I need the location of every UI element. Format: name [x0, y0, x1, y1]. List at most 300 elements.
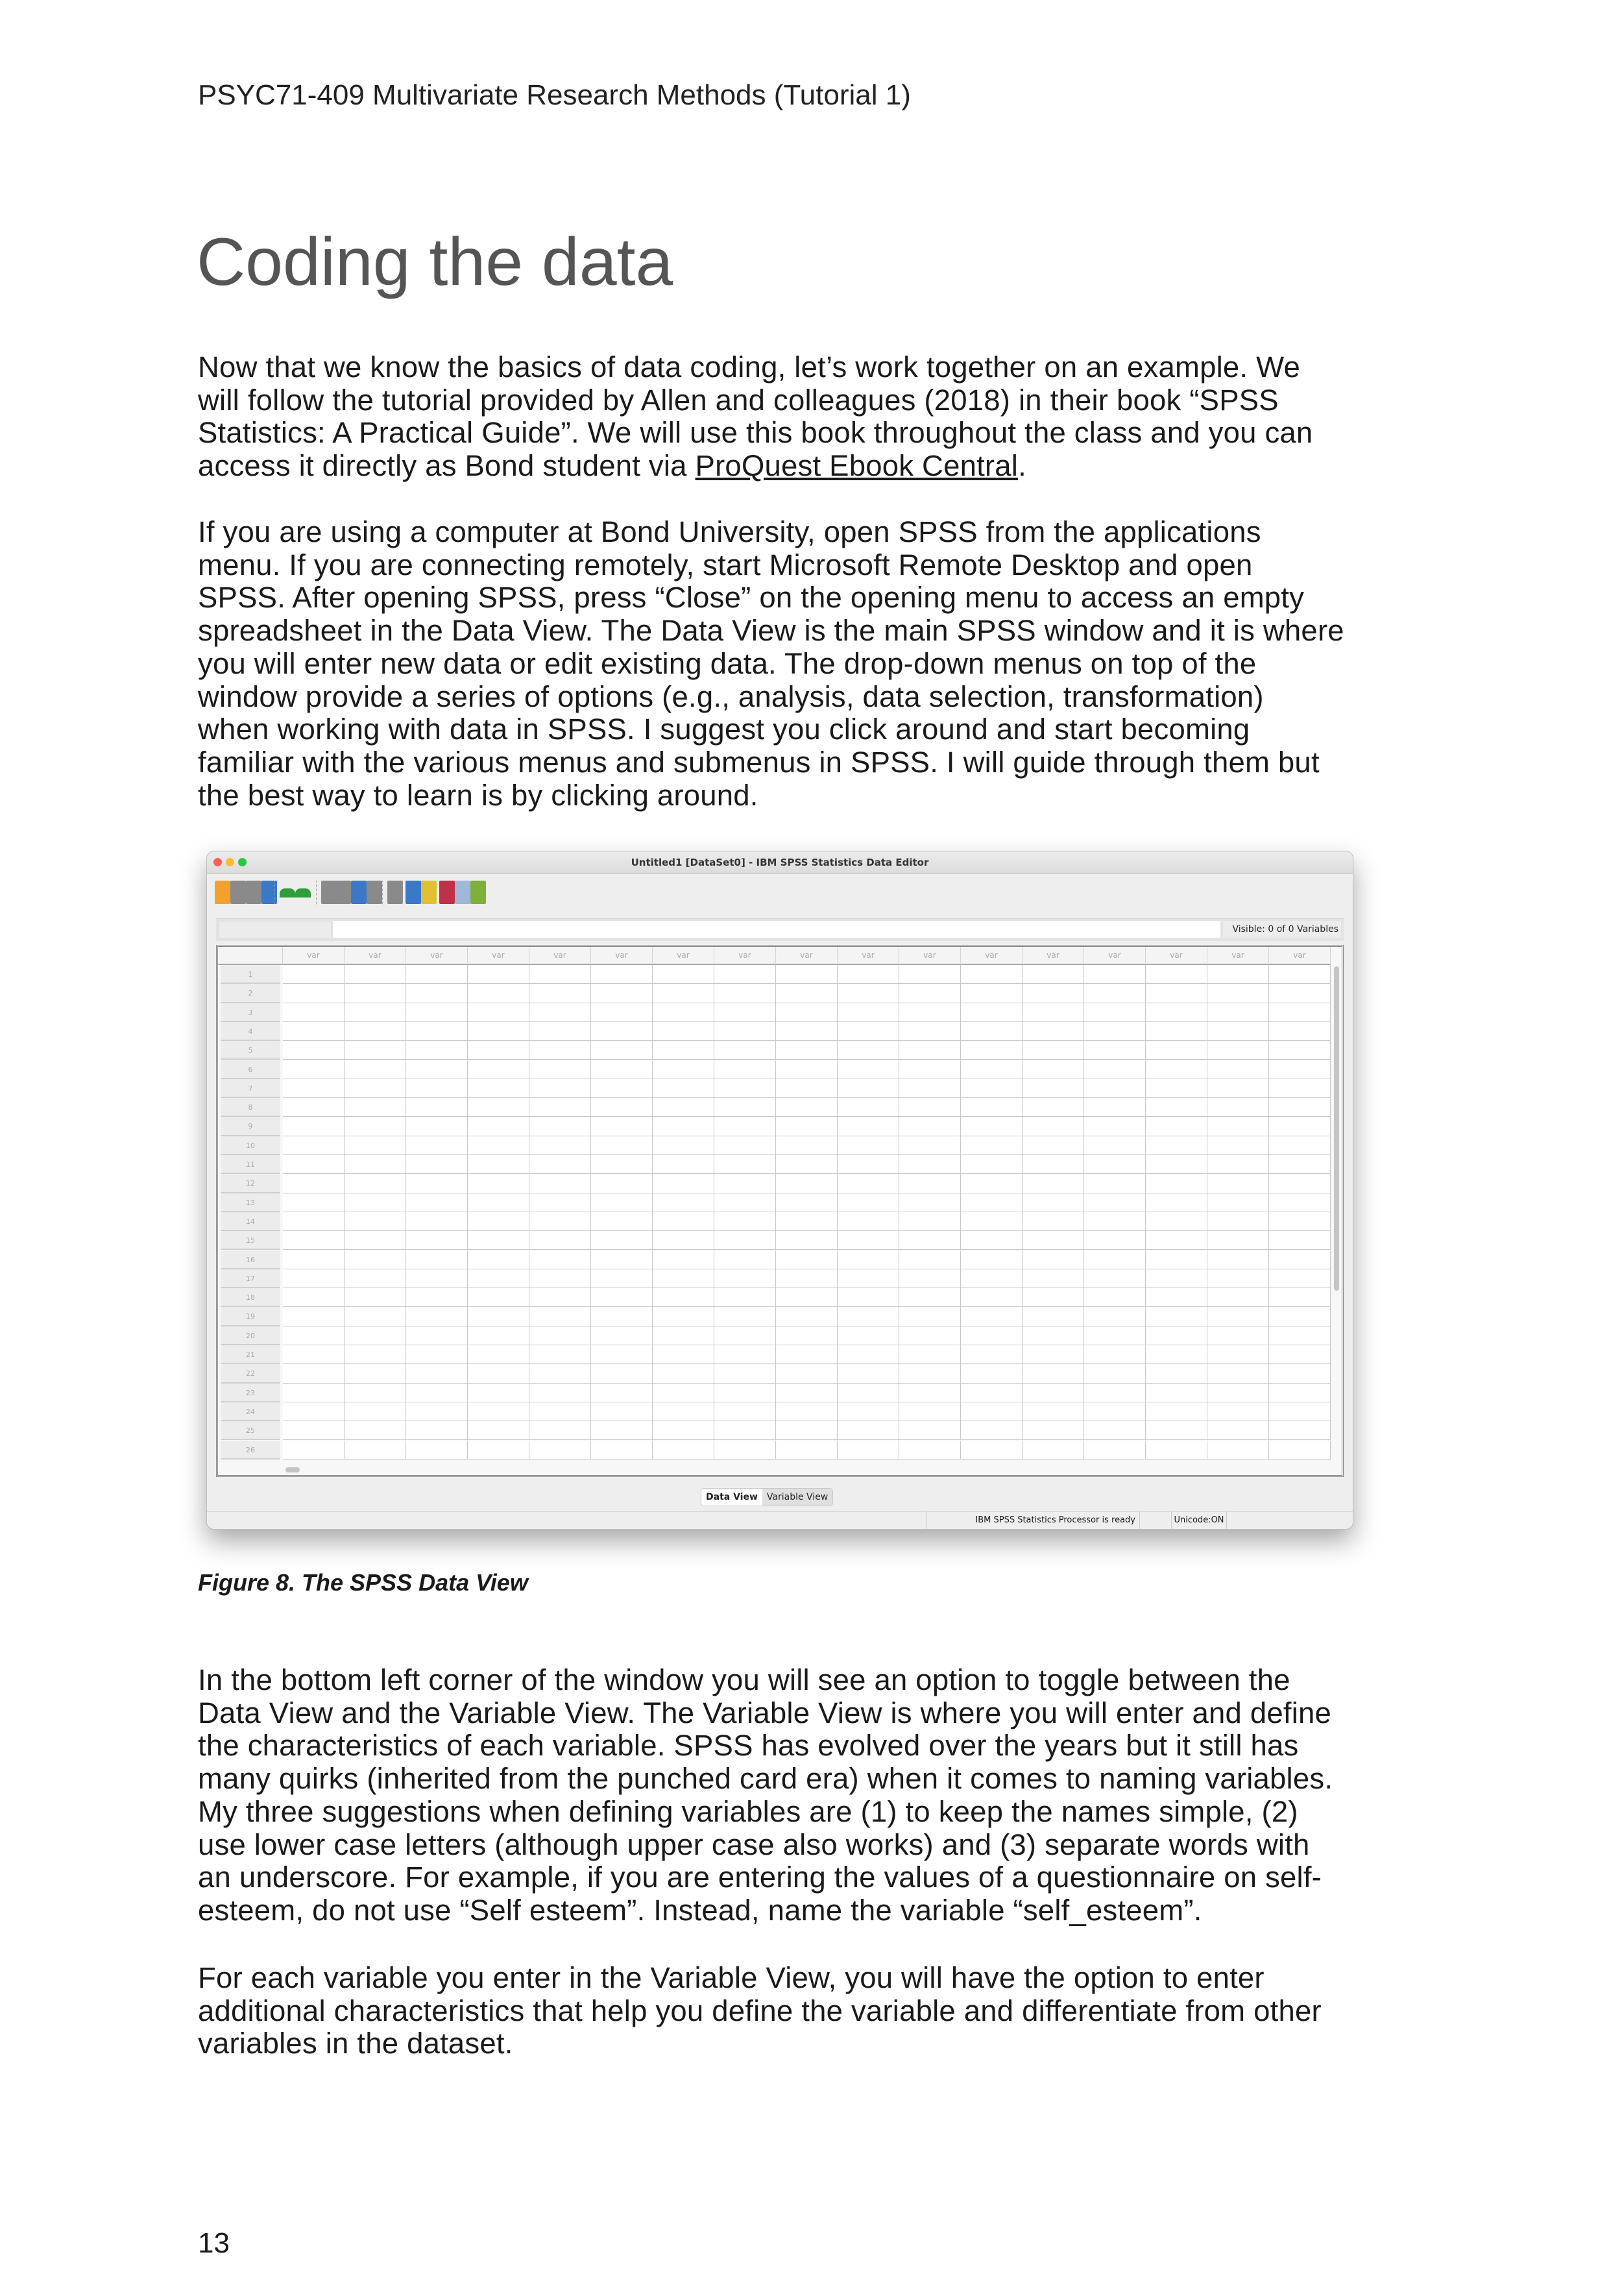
data-cell[interactable] — [1146, 1079, 1207, 1098]
data-cell[interactable] — [345, 1136, 406, 1155]
data-cell[interactable] — [1207, 1098, 1269, 1117]
data-cell[interactable] — [1023, 1441, 1084, 1459]
cell-value-input[interactable] — [333, 921, 1220, 938]
data-cell[interactable] — [345, 1345, 406, 1364]
data-cell[interactable] — [899, 1251, 961, 1269]
data-cell[interactable] — [1146, 1136, 1207, 1155]
data-cell[interactable] — [653, 1060, 714, 1079]
data-cell[interactable] — [961, 1307, 1023, 1326]
data-cell[interactable] — [283, 1041, 345, 1060]
data-cell[interactable] — [1146, 1231, 1207, 1250]
data-cell[interactable] — [283, 1003, 345, 1022]
data-cell[interactable] — [1146, 1402, 1207, 1421]
data-cell[interactable] — [653, 1402, 714, 1421]
data-cell[interactable] — [653, 1421, 714, 1440]
data-cell[interactable] — [1207, 1060, 1269, 1079]
data-cell[interactable] — [468, 1193, 529, 1212]
data-cell[interactable] — [468, 1345, 529, 1364]
data-cell[interactable] — [1023, 984, 1084, 1003]
data-cell[interactable] — [468, 1269, 529, 1288]
data-cell[interactable] — [1084, 1326, 1146, 1345]
row-header[interactable]: 4 — [221, 1022, 280, 1041]
data-cell[interactable] — [776, 1155, 838, 1174]
data-cell[interactable] — [838, 1402, 899, 1421]
data-cell[interactable] — [468, 965, 529, 984]
data-cell[interactable] — [714, 1307, 776, 1326]
data-cell[interactable] — [468, 1212, 529, 1231]
column-header[interactable]: var — [591, 947, 653, 965]
data-cell[interactable] — [838, 1288, 899, 1307]
data-cell[interactable] — [529, 1345, 591, 1364]
data-cell[interactable] — [1207, 1022, 1269, 1041]
data-cell[interactable] — [1023, 1060, 1084, 1079]
data-cell[interactable] — [1023, 1174, 1084, 1193]
redo-icon[interactable] — [295, 888, 311, 898]
data-cell[interactable] — [1207, 1441, 1269, 1459]
data-cell[interactable] — [1084, 1022, 1146, 1041]
data-cell[interactable] — [653, 1079, 714, 1098]
data-cell[interactable] — [591, 1288, 653, 1307]
data-cell[interactable] — [406, 1212, 468, 1231]
data-cell[interactable] — [1207, 1003, 1269, 1022]
data-cell[interactable] — [838, 1269, 899, 1288]
data-cell[interactable] — [1207, 1251, 1269, 1269]
data-cell[interactable] — [714, 1421, 776, 1440]
data-cell[interactable] — [1023, 1364, 1084, 1383]
data-cell[interactable] — [838, 1117, 899, 1136]
data-cell[interactable] — [653, 1441, 714, 1459]
data-cell[interactable] — [345, 1364, 406, 1383]
data-cell[interactable] — [899, 1136, 961, 1155]
data-cell[interactable] — [653, 1098, 714, 1117]
data-cell[interactable] — [283, 1231, 345, 1250]
data-cell[interactable] — [345, 1060, 406, 1079]
data-cell[interactable] — [283, 1384, 345, 1402]
data-cell[interactable] — [714, 1174, 776, 1193]
data-cell[interactable] — [1023, 1155, 1084, 1174]
data-cell[interactable] — [1084, 1307, 1146, 1326]
row-header[interactable]: 1 — [221, 965, 280, 984]
data-cell[interactable] — [591, 1022, 653, 1041]
data-cell[interactable] — [529, 1251, 591, 1269]
data-cell[interactable] — [529, 1402, 591, 1421]
data-cell[interactable] — [961, 1251, 1023, 1269]
data-cell[interactable] — [591, 1155, 653, 1174]
data-cell[interactable] — [776, 1193, 838, 1212]
data-cell[interactable] — [961, 1079, 1023, 1098]
row-header[interactable]: 20 — [221, 1326, 280, 1345]
data-cell[interactable] — [899, 1402, 961, 1421]
data-cell[interactable] — [961, 1345, 1023, 1364]
data-cell[interactable] — [838, 1155, 899, 1174]
data-cell[interactable] — [1084, 1345, 1146, 1364]
data-cell[interactable] — [714, 984, 776, 1003]
data-cell[interactable] — [1023, 1079, 1084, 1098]
data-cell[interactable] — [1269, 1022, 1331, 1041]
data-cell[interactable] — [714, 1060, 776, 1079]
data-cell[interactable] — [591, 1136, 653, 1155]
data-cell[interactable] — [1084, 1288, 1146, 1307]
data-cell[interactable] — [1207, 1155, 1269, 1174]
data-cell[interactable] — [345, 1384, 406, 1402]
data-cell[interactable] — [1023, 1022, 1084, 1041]
data-cell[interactable] — [714, 1136, 776, 1155]
data-cell[interactable] — [653, 1345, 714, 1364]
data-cell[interactable] — [591, 1003, 653, 1022]
data-cell[interactable] — [529, 1079, 591, 1098]
data-cell[interactable] — [406, 1288, 468, 1307]
data-cell[interactable] — [1269, 1193, 1331, 1212]
data-cell[interactable] — [1023, 1003, 1084, 1022]
data-cell[interactable] — [345, 1441, 406, 1459]
data-cell[interactable] — [345, 1003, 406, 1022]
data-cell[interactable] — [1269, 1003, 1331, 1022]
data-cell[interactable] — [899, 1003, 961, 1022]
data-cell[interactable] — [1269, 1307, 1331, 1326]
data-cell[interactable] — [1207, 1117, 1269, 1136]
data-cell[interactable] — [838, 1364, 899, 1383]
data-cell[interactable] — [1023, 1098, 1084, 1117]
data-cell[interactable] — [838, 965, 899, 984]
data-cell[interactable] — [899, 1174, 961, 1193]
goto-variable-icon[interactable] — [335, 881, 351, 904]
data-cell[interactable] — [591, 1079, 653, 1098]
data-cell[interactable] — [838, 1079, 899, 1098]
row-header[interactable]: 5 — [221, 1041, 280, 1060]
data-cell[interactable] — [714, 1117, 776, 1136]
row-header[interactable]: 13 — [221, 1193, 280, 1212]
data-cell[interactable] — [899, 1193, 961, 1212]
data-cell[interactable] — [1146, 1117, 1207, 1136]
data-cell[interactable] — [1146, 1251, 1207, 1269]
row-header[interactable]: 12 — [221, 1174, 280, 1193]
data-cell[interactable] — [1207, 1136, 1269, 1155]
data-cell[interactable] — [1084, 1193, 1146, 1212]
data-cell[interactable] — [468, 1307, 529, 1326]
data-cell[interactable] — [714, 1231, 776, 1250]
data-cell[interactable] — [961, 965, 1023, 984]
data-cell[interactable] — [899, 1384, 961, 1402]
data-cell[interactable] — [1146, 1022, 1207, 1041]
data-cell[interactable] — [1146, 965, 1207, 984]
data-cell[interactable] — [653, 1022, 714, 1041]
data-cell[interactable] — [776, 1384, 838, 1402]
data-cell[interactable] — [529, 1307, 591, 1326]
data-cell[interactable] — [1269, 984, 1331, 1003]
data-cell[interactable] — [653, 1003, 714, 1022]
data-cell[interactable] — [714, 965, 776, 984]
data-cell[interactable] — [1269, 1212, 1331, 1231]
data-cell[interactable] — [653, 1326, 714, 1345]
data-cell[interactable] — [899, 1364, 961, 1383]
data-cell[interactable] — [406, 1003, 468, 1022]
data-cell[interactable] — [1023, 1288, 1084, 1307]
insert-variable-icon[interactable] — [421, 881, 437, 904]
data-cell[interactable] — [1269, 1364, 1331, 1383]
data-cell[interactable] — [283, 1364, 345, 1383]
data-cell[interactable] — [468, 1041, 529, 1060]
data-cell[interactable] — [1146, 1441, 1207, 1459]
data-cell[interactable] — [529, 1155, 591, 1174]
data-cell[interactable] — [345, 984, 406, 1003]
data-cell[interactable] — [899, 965, 961, 984]
data-cell[interactable] — [899, 1117, 961, 1136]
data-cell[interactable] — [714, 1098, 776, 1117]
data-cell[interactable] — [776, 1231, 838, 1250]
data-cell[interactable] — [776, 1098, 838, 1117]
data-cell[interactable] — [1023, 1136, 1084, 1155]
data-cell[interactable] — [529, 1136, 591, 1155]
data-cell[interactable] — [776, 1307, 838, 1326]
variables-icon[interactable] — [351, 881, 367, 904]
row-header[interactable]: 24 — [221, 1402, 280, 1421]
data-cell[interactable] — [1023, 1421, 1084, 1440]
data-cell[interactable] — [529, 1421, 591, 1440]
value-labels-icon[interactable] — [439, 881, 455, 904]
data-cell[interactable] — [1023, 1231, 1084, 1250]
data-cell[interactable] — [345, 1193, 406, 1212]
data-cell[interactable] — [961, 1384, 1023, 1402]
column-header[interactable]: var — [776, 947, 838, 965]
data-cell[interactable] — [468, 1288, 529, 1307]
data-cell[interactable] — [529, 1364, 591, 1383]
data-cell[interactable] — [776, 1003, 838, 1022]
data-cell[interactable] — [961, 1364, 1023, 1383]
data-cell[interactable] — [653, 1136, 714, 1155]
data-cell[interactable] — [899, 1231, 961, 1250]
data-cell[interactable] — [1023, 1326, 1084, 1345]
data-cell[interactable] — [899, 1022, 961, 1041]
data-cell[interactable] — [961, 1022, 1023, 1041]
data-cell[interactable] — [406, 1060, 468, 1079]
data-cell[interactable] — [1207, 1231, 1269, 1250]
data-cell[interactable] — [1269, 1345, 1331, 1364]
data-cell[interactable] — [1269, 1174, 1331, 1193]
data-cell[interactable] — [1023, 1117, 1084, 1136]
data-cell[interactable] — [406, 1251, 468, 1269]
data-cell[interactable] — [591, 1117, 653, 1136]
data-cell[interactable] — [468, 1326, 529, 1345]
data-cell[interactable] — [283, 1345, 345, 1364]
data-cell[interactable] — [776, 1079, 838, 1098]
data-cell[interactable] — [653, 1251, 714, 1269]
data-cell[interactable] — [1207, 1421, 1269, 1440]
data-cell[interactable] — [776, 965, 838, 984]
data-cell[interactable] — [838, 1193, 899, 1212]
data-cell[interactable] — [714, 1288, 776, 1307]
data-cell[interactable] — [776, 1269, 838, 1288]
data-cell[interactable] — [591, 1269, 653, 1288]
data-cell[interactable] — [1207, 1345, 1269, 1364]
row-header[interactable]: 18 — [221, 1288, 280, 1307]
data-cell[interactable] — [591, 984, 653, 1003]
data-cell[interactable] — [1269, 1060, 1331, 1079]
data-cell[interactable] — [961, 1098, 1023, 1117]
data-cell[interactable] — [1146, 1155, 1207, 1174]
data-cell[interactable] — [283, 1269, 345, 1288]
data-cell[interactable] — [653, 965, 714, 984]
data-cell[interactable] — [899, 1155, 961, 1174]
data-cell[interactable] — [1084, 965, 1146, 984]
data-cell[interactable] — [714, 1364, 776, 1383]
data-cell[interactable] — [345, 1022, 406, 1041]
data-cell[interactable] — [838, 1022, 899, 1041]
data-cell[interactable] — [1084, 1212, 1146, 1231]
data-cell[interactable] — [1084, 1060, 1146, 1079]
data-cell[interactable] — [468, 1231, 529, 1250]
data-cell[interactable] — [1207, 1326, 1269, 1345]
data-cell[interactable] — [776, 1117, 838, 1136]
data-cell[interactable] — [899, 1345, 961, 1364]
data-cell[interactable] — [961, 984, 1023, 1003]
data-cell[interactable] — [961, 1326, 1023, 1345]
column-header[interactable]: var — [1207, 947, 1269, 965]
data-cell[interactable] — [529, 1269, 591, 1288]
data-cell[interactable] — [899, 1421, 961, 1440]
data-cell[interactable] — [1084, 1421, 1146, 1440]
data-cell[interactable] — [468, 1174, 529, 1193]
data-cell[interactable] — [345, 1251, 406, 1269]
data-cell[interactable] — [838, 1326, 899, 1345]
data-cell[interactable] — [1084, 1441, 1146, 1459]
row-header[interactable]: 15 — [221, 1231, 280, 1250]
data-cell[interactable] — [345, 1079, 406, 1098]
data-cell[interactable] — [776, 1212, 838, 1231]
data-cell[interactable] — [591, 1307, 653, 1326]
data-cell[interactable] — [1146, 984, 1207, 1003]
row-header[interactable]: 6 — [221, 1060, 280, 1079]
data-cell[interactable] — [591, 1212, 653, 1231]
data-cell[interactable] — [283, 1136, 345, 1155]
data-cell[interactable] — [961, 1117, 1023, 1136]
data-cell[interactable] — [1146, 1384, 1207, 1402]
row-header[interactable]: 2 — [221, 984, 280, 1003]
data-cell[interactable] — [1084, 1384, 1146, 1402]
data-cell[interactable] — [591, 1174, 653, 1193]
data-cell[interactable] — [653, 1212, 714, 1231]
column-header[interactable]: var — [714, 947, 776, 965]
column-header[interactable]: var — [961, 947, 1023, 965]
data-cell[interactable] — [1023, 1212, 1084, 1231]
data-cell[interactable] — [1084, 1098, 1146, 1117]
data-cell[interactable] — [961, 1269, 1023, 1288]
data-cell[interactable] — [591, 1251, 653, 1269]
data-cell[interactable] — [1207, 1402, 1269, 1421]
data-cell[interactable] — [591, 1326, 653, 1345]
row-header[interactable]: 8 — [221, 1098, 280, 1117]
cell-name-box[interactable] — [219, 921, 332, 939]
data-cell[interactable] — [406, 1402, 468, 1421]
data-cell[interactable] — [714, 1441, 776, 1459]
data-cell[interactable] — [899, 1079, 961, 1098]
data-cell[interactable] — [345, 1041, 406, 1060]
tab-data-view[interactable]: Data View — [701, 1489, 762, 1506]
data-cell[interactable] — [776, 1041, 838, 1060]
run-descriptives-icon[interactable] — [367, 881, 382, 904]
row-header[interactable]: 16 — [221, 1251, 280, 1269]
data-cell[interactable] — [1084, 1041, 1146, 1060]
data-cell[interactable] — [345, 1288, 406, 1307]
data-cell[interactable] — [283, 1441, 345, 1459]
data-cell[interactable] — [406, 1079, 468, 1098]
data-cell[interactable] — [714, 1022, 776, 1041]
data-cell[interactable] — [283, 1174, 345, 1193]
data-cell[interactable] — [838, 1136, 899, 1155]
data-cell[interactable] — [1146, 1098, 1207, 1117]
data-cell[interactable] — [406, 1364, 468, 1383]
data-cell[interactable] — [714, 1212, 776, 1231]
data-cell[interactable] — [776, 1060, 838, 1079]
data-cell[interactable] — [714, 1155, 776, 1174]
data-cell[interactable] — [1146, 1174, 1207, 1193]
data-cell[interactable] — [283, 1402, 345, 1421]
data-cell[interactable] — [838, 1041, 899, 1060]
data-cell[interactable] — [1023, 965, 1084, 984]
row-header[interactable]: 22 — [221, 1364, 280, 1383]
data-cell[interactable] — [283, 1307, 345, 1326]
data-cell[interactable] — [653, 1288, 714, 1307]
data-cell[interactable] — [529, 1384, 591, 1402]
column-header[interactable]: var — [283, 947, 345, 965]
data-cell[interactable] — [1269, 1384, 1331, 1402]
data-cell[interactable] — [529, 1098, 591, 1117]
data-cell[interactable] — [529, 1174, 591, 1193]
data-cell[interactable] — [838, 1231, 899, 1250]
data-cell[interactable] — [406, 1174, 468, 1193]
data-cell[interactable] — [776, 1421, 838, 1440]
data-cell[interactable] — [838, 1345, 899, 1364]
data-cell[interactable] — [961, 1155, 1023, 1174]
data-cell[interactable] — [345, 1307, 406, 1326]
data-cell[interactable] — [899, 1288, 961, 1307]
data-cell[interactable] — [406, 965, 468, 984]
row-header[interactable]: 3 — [221, 1003, 280, 1022]
data-cell[interactable] — [283, 1098, 345, 1117]
data-cell[interactable] — [1084, 1117, 1146, 1136]
data-cell[interactable] — [899, 1212, 961, 1231]
tab-variable-view[interactable]: Variable View — [762, 1489, 832, 1506]
row-header[interactable]: 11 — [221, 1155, 280, 1174]
data-cell[interactable] — [899, 1098, 961, 1117]
data-cell[interactable] — [406, 1193, 468, 1212]
data-cell[interactable] — [838, 1098, 899, 1117]
data-cell[interactable] — [1146, 1288, 1207, 1307]
data-cell[interactable] — [1084, 1364, 1146, 1383]
data-cell[interactable] — [406, 984, 468, 1003]
data-cell[interactable] — [1084, 984, 1146, 1003]
data-cell[interactable] — [961, 1402, 1023, 1421]
data-cell[interactable] — [899, 1269, 961, 1288]
data-cell[interactable] — [468, 1155, 529, 1174]
data-cell[interactable] — [468, 1117, 529, 1136]
data-cell[interactable] — [653, 1269, 714, 1288]
data-cell[interactable] — [345, 1117, 406, 1136]
data-cell[interactable] — [468, 1060, 529, 1079]
data-cell[interactable] — [1207, 1384, 1269, 1402]
data-cell[interactable] — [406, 1307, 468, 1326]
data-cell[interactable] — [899, 1060, 961, 1079]
data-cell[interactable] — [1146, 1060, 1207, 1079]
data-cell[interactable] — [1084, 1402, 1146, 1421]
data-cell[interactable] — [1269, 1117, 1331, 1136]
data-cell[interactable] — [406, 1441, 468, 1459]
data-cell[interactable] — [1084, 1251, 1146, 1269]
row-header[interactable]: 10 — [221, 1136, 280, 1155]
column-header[interactable]: var — [1146, 947, 1207, 965]
data-cell[interactable] — [838, 1441, 899, 1459]
horizontal-scrollbar[interactable] — [285, 1467, 300, 1472]
data-cell[interactable] — [714, 1402, 776, 1421]
